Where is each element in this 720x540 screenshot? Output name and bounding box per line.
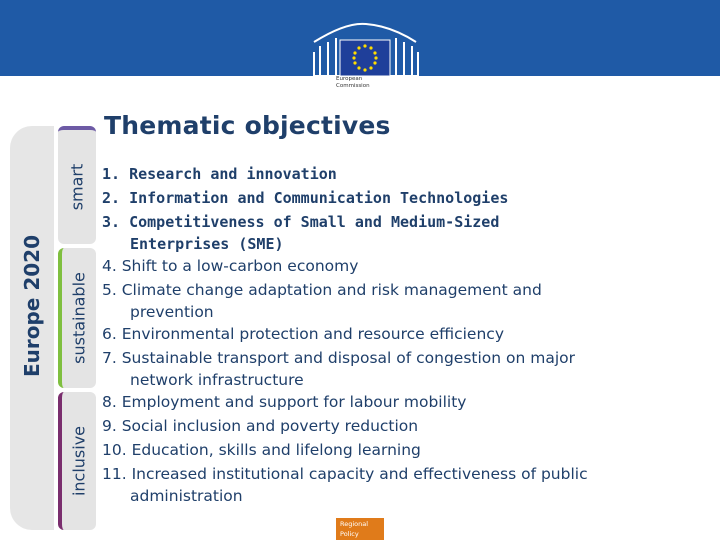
- pillar-smart-label: smart: [67, 163, 87, 211]
- list-item: 1. Research and innovation: [102, 165, 337, 183]
- list-item: 7. Sustainable transport and disposal of congestion on major: [102, 349, 576, 367]
- list-item: 9. Social inclusion and poverty reduction: [102, 417, 419, 435]
- europe-2020-label: Europe 2020: [20, 234, 44, 378]
- header-banner: [0, 0, 720, 100]
- regional-policy-text: [340, 519, 368, 539]
- logo-caption-line1: European: [336, 76, 363, 82]
- list-item: 11. Increased institutional capacity and effectiveness of public: [102, 465, 588, 483]
- list-item: 8. Employment and support for labour mobility: [102, 393, 467, 411]
- pillar-sustainable: [58, 248, 96, 388]
- badge-line2: Policy: [340, 530, 359, 538]
- page-title: Thematic objectives: [104, 111, 391, 140]
- list-item: 2. Information and Communication Technologies: [102, 189, 509, 207]
- list-item: 10. Education, skills and lifelong learning: [102, 441, 421, 459]
- europe-2020-bar: [10, 126, 54, 530]
- regional-policy-badge: [336, 518, 384, 540]
- list-item-continuation: prevention: [130, 303, 214, 321]
- list-item: 6. Environmental protection and resource efficiency: [102, 325, 504, 343]
- list-item-continuation: administration: [130, 487, 243, 505]
- badge-line1: Regional: [340, 520, 369, 528]
- logo-caption-line2: Commission: [336, 83, 370, 89]
- objectives-list: [102, 162, 712, 506]
- list-item-continuation: network infrastructure: [130, 371, 304, 389]
- pillar-inclusive: [58, 392, 96, 530]
- pillar-sustainable-label: sustainable: [69, 272, 89, 364]
- europe-2020-sidebar: [10, 126, 100, 530]
- list-item: 4. Shift to a low-carbon economy: [102, 257, 359, 275]
- list-item: 3. Competitiveness of Small and Medium-Sized: [102, 213, 500, 231]
- pillar-inclusive-label: inclusive: [69, 425, 89, 497]
- list-item: 5. Climate change adaptation and risk management and: [102, 281, 542, 299]
- list-item-continuation: Enterprises (SME): [130, 235, 284, 253]
- logo-caption: [336, 76, 370, 90]
- pillar-smart: [58, 126, 96, 244]
